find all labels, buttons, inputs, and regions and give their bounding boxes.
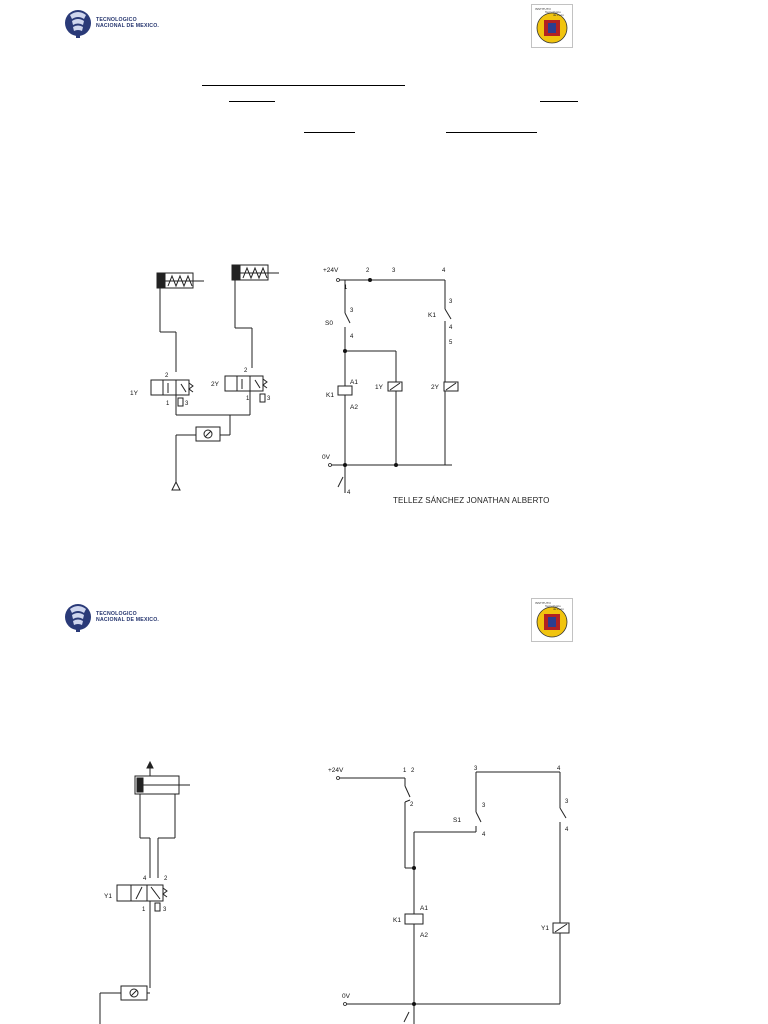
node-label: 2	[411, 768, 415, 774]
tecnm-logo	[64, 599, 159, 635]
institute-logo	[531, 4, 573, 48]
port-label: 3	[163, 907, 167, 913]
relay-coil-k1	[338, 386, 352, 395]
coil-a2: A2	[420, 932, 428, 939]
node-label: 4	[350, 334, 354, 340]
author-name: TELLEZ SÁNCHEZ JONATHAN ALBERTO	[393, 496, 550, 505]
institute-text2: Tecnológico	[545, 604, 561, 608]
diagram1	[0, 255, 768, 515]
node-label: 4	[565, 827, 569, 833]
node-label: 3	[449, 299, 453, 305]
node-label: 5	[449, 340, 453, 346]
logo-line1: TECNOLOGICO	[96, 611, 137, 617]
logo-line2: NACIONAL DE MEXICO.	[96, 23, 160, 29]
port-label: 2	[244, 368, 248, 374]
port-label: 1	[166, 401, 170, 407]
node-label: 3	[474, 766, 478, 772]
institute-text2: Tecnológico	[545, 10, 561, 14]
blank-line	[540, 101, 578, 102]
cylinder-2	[232, 265, 279, 368]
valve2-label: 2Y	[211, 381, 219, 388]
ground-label: 0V	[322, 454, 330, 461]
institute-text3: de León	[553, 13, 564, 17]
node-label: 4	[347, 490, 351, 496]
power-label: +24V	[323, 267, 339, 274]
valve-1y	[151, 380, 193, 415]
blank-line	[229, 101, 275, 102]
valve-label: Y1	[104, 893, 112, 900]
relay-coil-k1	[405, 914, 423, 924]
port-label: 3	[185, 401, 189, 407]
institute-text1: INSTITUTO	[535, 601, 551, 605]
blank-line	[202, 85, 405, 86]
institute-logo	[531, 598, 573, 642]
node-label: 2	[410, 802, 414, 808]
switch-label: S0	[325, 320, 333, 327]
node-label: 1	[403, 768, 407, 774]
pressure-source-icon	[172, 482, 180, 490]
port-label: 1	[246, 396, 250, 402]
coil-a1: A1	[350, 379, 358, 386]
node-label: 4	[557, 766, 561, 772]
institute-text1: INSTITUTO	[535, 7, 551, 11]
cylinder-1	[157, 273, 204, 372]
ground-label: 0V	[342, 993, 350, 1000]
logo-line1: TECNOLOGICO	[96, 17, 137, 23]
institute-text3: de León	[553, 607, 564, 611]
blank-line	[304, 132, 355, 133]
valve1-label: 1Y	[130, 390, 138, 397]
node-label: 4	[449, 325, 453, 331]
port-label: 4	[143, 876, 147, 882]
node-label: 1	[344, 285, 348, 291]
cylinder-3	[135, 762, 190, 794]
relay-label: K1	[326, 392, 334, 399]
solenoid1-label: 1Y	[375, 384, 383, 391]
node-label: 3	[392, 268, 396, 274]
power-label: +24V	[328, 767, 344, 774]
node-label: 4	[482, 832, 486, 838]
solenoid2-label: 2Y	[431, 384, 439, 391]
tecnm-logo	[64, 5, 159, 41]
node-label: 3	[482, 803, 486, 809]
port-label: 2	[165, 373, 169, 379]
port-label: 1	[142, 907, 146, 913]
logo-line2: NACIONAL DE MEXICO.	[96, 617, 160, 623]
relay-label: K1	[393, 917, 401, 924]
contact-label: K1	[428, 312, 436, 319]
port-label: 2	[164, 876, 168, 882]
switch-label: S1	[453, 817, 461, 824]
coil-a1: A1	[420, 905, 428, 912]
blank-line	[446, 132, 537, 133]
tecnm-emblem-icon	[64, 5, 92, 41]
diagram2	[0, 760, 768, 1024]
node-label: 2	[366, 268, 370, 274]
tecnm-emblem-icon	[64, 599, 92, 635]
solenoid-label: Y1	[541, 925, 549, 932]
node-label: 4	[442, 268, 446, 274]
node-label: 3	[350, 308, 354, 314]
node-label: 3	[565, 799, 569, 805]
port-label: 3	[267, 396, 271, 402]
coil-a2: A2	[350, 404, 358, 411]
